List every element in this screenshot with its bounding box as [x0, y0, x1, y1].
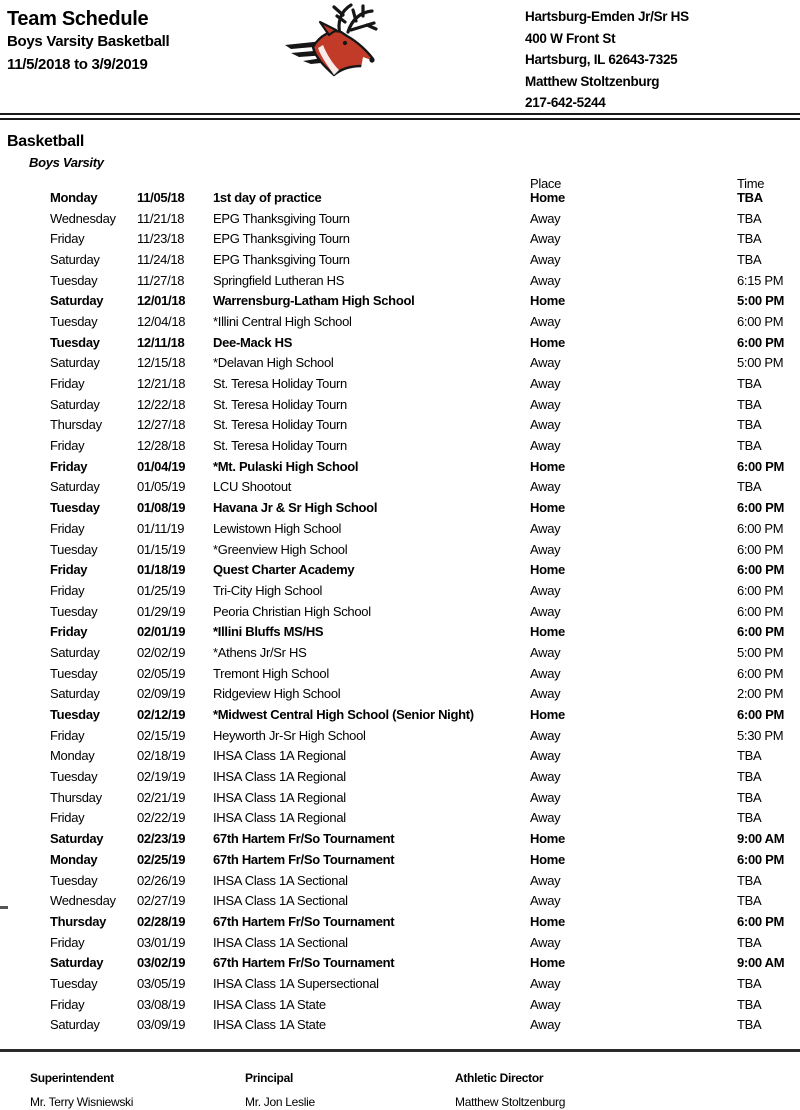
table-row — [0, 808, 800, 829]
cell-day: Saturday — [50, 644, 100, 660]
cell-place: Away — [530, 810, 561, 826]
cell-time: 6:00 PM — [737, 624, 785, 640]
cell-day: Tuesday — [50, 872, 98, 888]
table-row — [0, 580, 800, 601]
cell-time: 6:00 PM — [737, 562, 785, 578]
cell-place: Away — [530, 438, 561, 454]
column-header-place: Place — [530, 176, 562, 191]
cell-date: 01/05/19 — [137, 479, 186, 495]
cell-day: Friday — [50, 810, 85, 826]
cell-time: 9:00 AM — [737, 831, 785, 847]
cell-day: Wednesday — [50, 893, 116, 909]
cell-event: *Illini Central High School — [213, 313, 352, 329]
cell-date: 11/05/18 — [137, 189, 185, 205]
cell-event: IHSA Class 1A Regional — [213, 789, 346, 805]
cell-event: IHSA Class 1A State — [213, 1017, 326, 1033]
table-row — [0, 228, 800, 249]
cell-day: Friday — [50, 520, 85, 536]
cell-date: 12/28/18 — [137, 438, 186, 454]
cell-time: 6:00 PM — [737, 334, 785, 350]
cell-time: TBA — [737, 1017, 762, 1033]
cell-place: Away — [530, 313, 561, 329]
table-row — [0, 994, 800, 1015]
cell-date: 02/02/19 — [137, 644, 186, 660]
cell-date: 02/23/19 — [137, 831, 186, 847]
cell-event: LCU Shootout — [213, 479, 292, 495]
cell-time: 6:15 PM — [737, 272, 784, 288]
cell-place: Away — [530, 396, 561, 412]
cell-time: TBA — [737, 479, 762, 495]
cell-event: *Midwest Central High School (Senior Night) — [213, 707, 474, 723]
table-row — [0, 477, 800, 498]
footer-athletic-director-name: Matthew Stoltzenburg — [455, 1095, 566, 1109]
table-row — [0, 621, 800, 642]
table-row — [0, 952, 800, 973]
cell-place: Home — [530, 913, 565, 929]
cell-place: Home — [530, 458, 565, 474]
cell-day: Tuesday — [50, 334, 100, 350]
cell-event: 67th Hartem Fr/So Tournament — [213, 851, 395, 867]
edge-artifact-mark — [0, 906, 8, 909]
table-row — [0, 1015, 800, 1036]
cell-time: TBA — [737, 769, 762, 785]
table-row — [0, 311, 800, 332]
school-contact-name: Matthew Stoltzenburg — [525, 73, 660, 89]
cell-time: TBA — [737, 396, 762, 412]
table-row — [0, 704, 800, 725]
table-row — [0, 415, 800, 436]
cell-event: 67th Hartem Fr/So Tournament — [213, 913, 395, 929]
cell-event: Lewistown High School — [213, 520, 342, 536]
cell-date: 12/15/18 — [137, 355, 186, 371]
cell-event: *Illini Bluffs MS/HS — [213, 624, 324, 640]
cell-day: Thursday — [50, 417, 102, 433]
cell-time: 9:00 AM — [737, 955, 785, 971]
cell-time: 6:00 PM — [737, 541, 784, 557]
cell-event: *Athens Jr/Sr HS — [213, 644, 307, 660]
cell-day: Saturday — [50, 955, 104, 971]
cell-date: 02/26/19 — [137, 872, 186, 888]
cell-day: Friday — [50, 582, 85, 598]
cell-time: TBA — [737, 996, 762, 1012]
cell-event: St. Teresa Holiday Tourn — [213, 396, 347, 412]
cell-time: TBA — [737, 975, 762, 991]
cell-day: Tuesday — [50, 707, 100, 723]
cell-time: 6:00 PM — [737, 603, 784, 619]
cell-time: 6:00 PM — [737, 458, 785, 474]
cell-time: 2:00 PM — [737, 686, 784, 702]
cell-day: Saturday — [50, 831, 104, 847]
cell-place: Away — [530, 1017, 561, 1033]
cell-date: 02/09/19 — [137, 686, 186, 702]
cell-event: *Delavan High School — [213, 355, 334, 371]
cell-time: 6:00 PM — [737, 707, 785, 723]
cell-place: Home — [530, 831, 565, 847]
cell-time: TBA — [737, 872, 762, 888]
table-row — [0, 394, 800, 415]
cell-day: Wednesday — [50, 210, 116, 226]
table-row — [0, 497, 800, 518]
cell-place: Away — [530, 251, 561, 267]
cell-date: 12/11/18 — [137, 334, 185, 350]
cell-day: Tuesday — [50, 975, 98, 991]
cell-time: TBA — [737, 438, 762, 454]
cell-day: Friday — [50, 727, 85, 743]
cell-event: Ridgeview High School — [213, 686, 341, 702]
footer-principal-name: Mr. Jon Leslie — [245, 1095, 315, 1109]
stag-mascot-icon — [283, 2, 381, 82]
cell-place: Home — [530, 707, 565, 723]
cell-time: 5:30 PM — [737, 727, 784, 743]
cell-time: TBA — [737, 893, 762, 909]
cell-date: 02/15/19 — [137, 727, 186, 743]
school-name: Hartsburg-Emden Jr/Sr HS — [525, 9, 689, 24]
cell-date: 12/01/18 — [137, 293, 186, 309]
cell-time: 5:00 PM — [737, 293, 785, 309]
cell-place: Away — [530, 417, 561, 433]
header-divider-bottom — [0, 118, 800, 120]
cell-time: TBA — [737, 251, 762, 267]
table-row — [0, 290, 800, 311]
table-row — [0, 973, 800, 994]
cell-time: 6:00 PM — [737, 913, 785, 929]
cell-date: 03/09/19 — [137, 1017, 186, 1033]
cell-place: Home — [530, 851, 565, 867]
cell-day: Monday — [50, 748, 95, 764]
cell-place: Away — [530, 520, 561, 536]
table-row — [0, 456, 800, 477]
cell-day: Tuesday — [50, 272, 98, 288]
cell-day: Friday — [50, 562, 88, 578]
cell-event: IHSA Class 1A State — [213, 996, 326, 1012]
cell-event: *Greenview High School — [213, 541, 348, 557]
cell-day: Tuesday — [50, 665, 98, 681]
cell-day: Friday — [50, 624, 88, 640]
cell-day: Friday — [50, 934, 85, 950]
cell-date: 11/21/18 — [137, 210, 185, 226]
cell-day: Tuesday — [50, 603, 98, 619]
cell-date: 02/22/19 — [137, 810, 186, 826]
cell-time: TBA — [737, 748, 762, 764]
table-row — [0, 663, 800, 684]
cell-place: Away — [530, 355, 561, 371]
cell-day: Saturday — [50, 1017, 100, 1033]
cell-event: St. Teresa Holiday Tourn — [213, 417, 347, 433]
cell-event: Tri-City High School — [213, 582, 323, 598]
cell-date: 12/22/18 — [137, 396, 186, 412]
table-row — [0, 684, 800, 705]
cell-date: 02/21/19 — [137, 789, 186, 805]
cell-day: Friday — [50, 458, 88, 474]
cell-time: 6:00 PM — [737, 665, 784, 681]
table-row — [0, 642, 800, 663]
table-row — [0, 435, 800, 456]
cell-day: Saturday — [50, 251, 100, 267]
cell-place: Home — [530, 955, 565, 971]
cell-place: Home — [530, 334, 565, 350]
cell-day: Monday — [50, 851, 98, 867]
cell-event: St. Teresa Holiday Tourn — [213, 376, 347, 392]
cell-place: Home — [530, 562, 565, 578]
footer-divider — [0, 1049, 800, 1052]
table-row — [0, 518, 800, 539]
table-row — [0, 373, 800, 394]
cell-place: Away — [530, 541, 561, 557]
cell-day: Friday — [50, 996, 85, 1012]
cell-place: Away — [530, 376, 561, 392]
cell-time: TBA — [737, 231, 762, 247]
cell-date: 12/21/18 — [137, 376, 186, 392]
table-row — [0, 187, 800, 208]
cell-event: Heyworth Jr-Sr High School — [213, 727, 366, 743]
page-title: Team Schedule — [7, 8, 149, 30]
school-address-line1: 400 W Front St — [525, 30, 616, 46]
cell-day: Saturday — [50, 355, 100, 371]
cell-time: TBA — [737, 210, 762, 226]
cell-place: Away — [530, 996, 561, 1012]
cell-place: Away — [530, 210, 561, 226]
cell-place: Away — [530, 789, 561, 805]
cell-event: Quest Charter Academy — [213, 562, 355, 578]
cell-event: EPG Thanksgiving Tourn — [213, 231, 350, 247]
cell-date: 01/08/19 — [137, 500, 186, 516]
table-row — [0, 932, 800, 953]
cell-place: Away — [530, 893, 561, 909]
sport-heading: Basketball — [7, 133, 85, 150]
schedule-date-range: 11/5/2018 to 3/9/2019 — [7, 56, 148, 73]
team-subtitle: Boys Varsity Basketball — [7, 33, 170, 50]
cell-place: Away — [530, 479, 561, 495]
cell-place: Away — [530, 727, 561, 743]
cell-place: Home — [530, 293, 565, 309]
cell-event: IHSA Class 1A Sectional — [213, 934, 348, 950]
cell-event: IHSA Class 1A Regional — [213, 810, 346, 826]
cell-date: 02/12/19 — [137, 707, 186, 723]
cell-event: Tremont High School — [213, 665, 329, 681]
cell-place: Away — [530, 644, 561, 660]
cell-date: 02/25/19 — [137, 851, 186, 867]
column-header-time: Time — [737, 176, 765, 191]
cell-date: 03/08/19 — [137, 996, 186, 1012]
cell-day: Friday — [50, 438, 85, 454]
cell-date: 12/27/18 — [137, 417, 186, 433]
cell-place: Away — [530, 603, 561, 619]
cell-place: Away — [530, 272, 561, 288]
table-row — [0, 559, 800, 580]
cell-place: Home — [530, 624, 565, 640]
cell-place: Away — [530, 582, 561, 598]
cell-time: 5:00 PM — [737, 644, 784, 660]
cell-day: Tuesday — [50, 769, 98, 785]
cell-date: 02/28/19 — [137, 913, 186, 929]
cell-date: 03/05/19 — [137, 975, 186, 991]
cell-place: Away — [530, 231, 561, 247]
footer-athletic-director-title: Athletic Director — [455, 1071, 544, 1085]
table-row — [0, 911, 800, 932]
cell-date: 01/25/19 — [137, 582, 186, 598]
cell-event: *Mt. Pulaski High School — [213, 458, 359, 474]
cell-place: Away — [530, 748, 561, 764]
cell-time: 6:00 PM — [737, 851, 785, 867]
cell-event: Springfield Lutheran HS — [213, 272, 345, 288]
table-row — [0, 332, 800, 353]
table-row — [0, 746, 800, 767]
table-row — [0, 849, 800, 870]
cell-date: 11/24/18 — [137, 251, 185, 267]
cell-date: 01/15/19 — [137, 541, 186, 557]
cell-date: 02/19/19 — [137, 769, 186, 785]
cell-event: IHSA Class 1A Sectional — [213, 893, 348, 909]
cell-date: 03/02/19 — [137, 955, 186, 971]
table-row — [0, 766, 800, 787]
cell-event: Dee-Mack HS — [213, 334, 293, 350]
cell-date: 01/11/19 — [137, 520, 185, 536]
table-row — [0, 249, 800, 270]
cell-event: EPG Thanksgiving Tourn — [213, 210, 350, 226]
cell-date: 01/29/19 — [137, 603, 186, 619]
cell-time: TBA — [737, 376, 762, 392]
cell-day: Saturday — [50, 396, 100, 412]
cell-date: 11/27/18 — [137, 272, 185, 288]
cell-place: Away — [530, 769, 561, 785]
cell-event: IHSA Class 1A Sectional — [213, 872, 348, 888]
cell-event: EPG Thanksgiving Tourn — [213, 251, 350, 267]
cell-place: Home — [530, 189, 565, 205]
cell-date: 01/04/19 — [137, 458, 186, 474]
cell-day: Monday — [50, 189, 98, 205]
table-row — [0, 539, 800, 560]
team-level-heading: Boys Varsity — [29, 155, 104, 170]
cell-event: 67th Hartem Fr/So Tournament — [213, 955, 395, 971]
table-row — [0, 601, 800, 622]
cell-event: St. Teresa Holiday Tourn — [213, 438, 347, 454]
footer-superintendent-name: Mr. Terry Wisniewski — [30, 1095, 134, 1109]
cell-place: Away — [530, 872, 561, 888]
cell-place: Away — [530, 934, 561, 950]
table-row — [0, 828, 800, 849]
cell-place: Away — [530, 665, 561, 681]
table-row — [0, 870, 800, 891]
table-row — [0, 890, 800, 911]
cell-event: IHSA Class 1A Regional — [213, 748, 346, 764]
cell-date: 02/18/19 — [137, 748, 186, 764]
cell-time: TBA — [737, 789, 762, 805]
cell-event: 67th Hartem Fr/So Tournament — [213, 831, 395, 847]
school-phone: 217-642-5244 — [525, 95, 606, 110]
cell-date: 02/05/19 — [137, 665, 186, 681]
cell-date: 03/01/19 — [137, 934, 186, 950]
table-row — [0, 353, 800, 374]
cell-time: TBA — [737, 417, 762, 433]
cell-time: TBA — [737, 189, 763, 205]
cell-day: Tuesday — [50, 500, 100, 516]
cell-event: Peoria Christian High School — [213, 603, 371, 619]
table-row — [0, 787, 800, 808]
cell-day: Friday — [50, 376, 85, 392]
cell-date: 01/18/19 — [137, 562, 186, 578]
cell-time: 6:00 PM — [737, 313, 784, 329]
cell-time: 6:00 PM — [737, 500, 785, 516]
cell-time: 6:00 PM — [737, 520, 784, 536]
cell-time: 6:00 PM — [737, 582, 784, 598]
footer-principal-title: Principal — [245, 1071, 293, 1085]
header-divider-top — [0, 113, 800, 115]
table-row — [0, 270, 800, 291]
school-address-line2: Hartsburg, IL 62643-7325 — [525, 52, 678, 67]
cell-day: Thursday — [50, 913, 107, 929]
cell-day: Tuesday — [50, 313, 98, 329]
footer-superintendent-title: Superintendent — [30, 1071, 114, 1085]
cell-date: 11/23/18 — [137, 231, 185, 247]
cell-day: Saturday — [50, 293, 104, 309]
school-info-block — [525, 6, 689, 114]
cell-place: Away — [530, 975, 561, 991]
table-row — [0, 725, 800, 746]
cell-day: Tuesday — [50, 541, 98, 557]
schedule-table — [0, 187, 800, 1035]
cell-day: Saturday — [50, 479, 100, 495]
cell-event: IHSA Class 1A Supersectional — [213, 975, 379, 991]
cell-time: TBA — [737, 810, 762, 826]
cell-event: 1st day of practice — [213, 189, 322, 205]
cell-day: Saturday — [50, 686, 100, 702]
cell-date: 02/01/19 — [137, 624, 186, 640]
cell-place: Away — [530, 686, 561, 702]
cell-day: Thursday — [50, 789, 102, 805]
cell-event: Havana Jr & Sr High School — [213, 500, 378, 516]
cell-event: Warrensburg-Latham High School — [213, 293, 415, 309]
cell-date: 02/27/19 — [137, 893, 186, 909]
cell-time: 5:00 PM — [737, 355, 784, 371]
cell-day: Friday — [50, 231, 85, 247]
cell-event: IHSA Class 1A Regional — [213, 769, 346, 785]
cell-time: TBA — [737, 934, 762, 950]
cell-place: Home — [530, 500, 565, 516]
cell-date: 12/04/18 — [137, 313, 186, 329]
table-row — [0, 208, 800, 229]
